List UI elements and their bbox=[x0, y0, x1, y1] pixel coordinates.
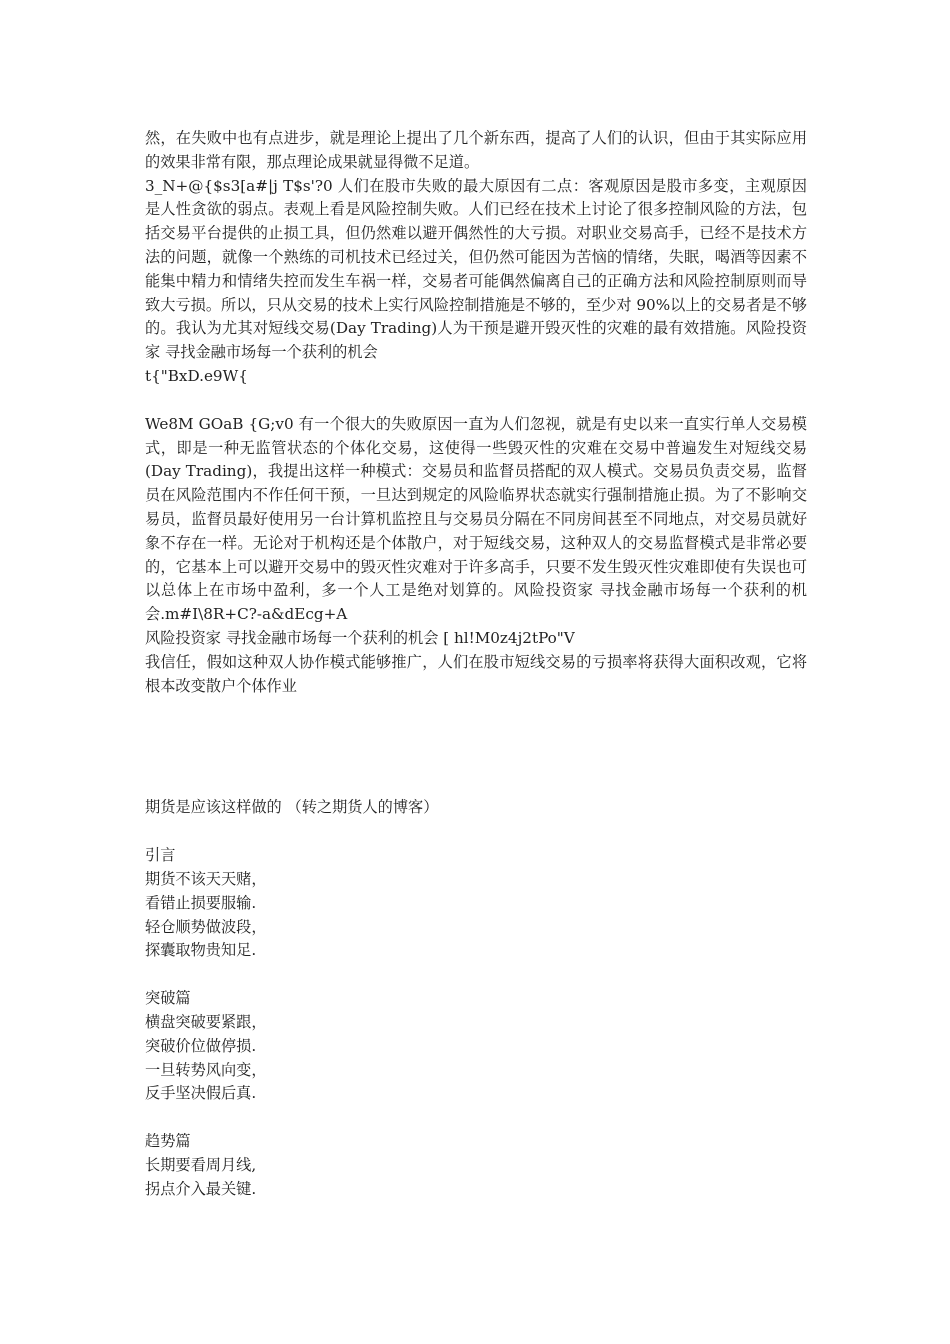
paragraph-3: We8M GOaB {G;v0 有一个很大的失败原因一直为人们忽视，就是有史以来一直实行单人交易模式，即是一种无监管状态的个体化交易，这使得一些毁灭性的灾难在交易中普遍发生对短线交易(Day Trading)，我提出这样一种模式：交易员和监督员搭配的双人模式。交易员负责交易，监督员在风险范围内不作任何干预，一旦达到规定的风险临界状态就实行强制措施止损。为了不影响交易员，监督员最好使用另一台计算机监控且与交易员分隔在不同房间甚至不同地点，对交易员就好象不存在一样。无论对于机构还是个体散户，对于短线交易，这种双人的交易监督模式是非常必要的，它基本上可以避开交易中的毁灭性灾难对于许多高手，只要不发生毁灭性灾难即使有失误也可以总体上在市场中盈利，多一个人工是绝对划算的。风险投资家 寻找金融市场每一个获利的机会.m#I\8R+C?-a&dEcg+A bbox=[145, 414, 807, 624]
breakout-line: 反手坚决假后真. bbox=[145, 1084, 257, 1103]
paragraph-1: 然，在失败中也有点进步，就是理论上提出了几个新东西，提高了人们的认识，但由于其实际应用的效果非常有限，那点理论成果就显得微不足道。 bbox=[145, 129, 807, 171]
spacer bbox=[145, 820, 807, 844]
paragraph-2: 3_N+@{$s3[a#|j T$s'?0 人们在股市失败的最大原因有二点：客观原因是股市多变，主观原因是人性贪欲的弱点。表观上看是风险控制失败。人们已经在技术上讨论了很多控制风险的方法，包括交易平台提供的止损工具，但仍然难以避开偶然性的大亏损。对职业交易高手，已经不是技术方法的问题，就像一个熟练的司机技术已经过关，但仍然可能因为苦恼的情绪，失眠，喝酒等因素不能集中精力和情绪失控而发生车祸一样，交易者可能偶然偏离自己的正确方法和风险控制原则而导致大亏损。所以，只从交易的技术上实行风险控制措施是不够的，至少对 90%以上的交易者是不够的。我认为尤其对短线交易(Day Trading)人为干预是避开毁灭性的灾难的最有效措施。风险投资家 寻找金融市场每一个获利的机会 bbox=[145, 176, 807, 362]
paragraph-4: 风险投资家 寻找金融市场每一个获利的机会 [ hl!M0z4j2tPo"V bbox=[145, 628, 575, 647]
intro-line: 看错止损要服输. bbox=[145, 893, 257, 912]
intro-line: 轻仓顺势做波段， bbox=[145, 917, 267, 936]
trend-heading: 趋势篇 bbox=[145, 1132, 191, 1151]
spacer bbox=[145, 698, 807, 796]
breakout-line: 横盘突破要紧跟， bbox=[145, 1012, 267, 1031]
spacer bbox=[145, 389, 807, 413]
breakout-section bbox=[145, 987, 807, 1106]
intro-line: 探囊取物贵知足. bbox=[145, 941, 257, 960]
trend-section bbox=[145, 1130, 807, 1201]
paragraph-5: 我信任，假如这种双人协作模式能够推广，人们在股市短线交易的亏损率将获得大面积改观，它将根本改变散户个体作业 bbox=[145, 652, 807, 695]
poem-title: 期货是应该这样做的 （转之期货人的博客） bbox=[145, 798, 439, 817]
intro-section bbox=[145, 844, 807, 963]
document-page bbox=[145, 127, 807, 1201]
spacer bbox=[145, 963, 807, 987]
breakout-line: 一旦转势风向变， bbox=[145, 1060, 267, 1079]
paragraph-2-tail: t{"BxD.e9W{ bbox=[145, 366, 248, 385]
trend-line: 拐点介入最关键. bbox=[145, 1179, 257, 1198]
breakout-heading: 突破篇 bbox=[145, 989, 191, 1008]
breakout-line: 突破价位做停损. bbox=[145, 1036, 257, 1055]
intro-heading: 引言 bbox=[145, 846, 176, 865]
spacer bbox=[145, 1106, 807, 1130]
trend-line: 长期要看周月线, bbox=[145, 1155, 257, 1174]
intro-line: 期货不该天天赌， bbox=[145, 869, 267, 888]
